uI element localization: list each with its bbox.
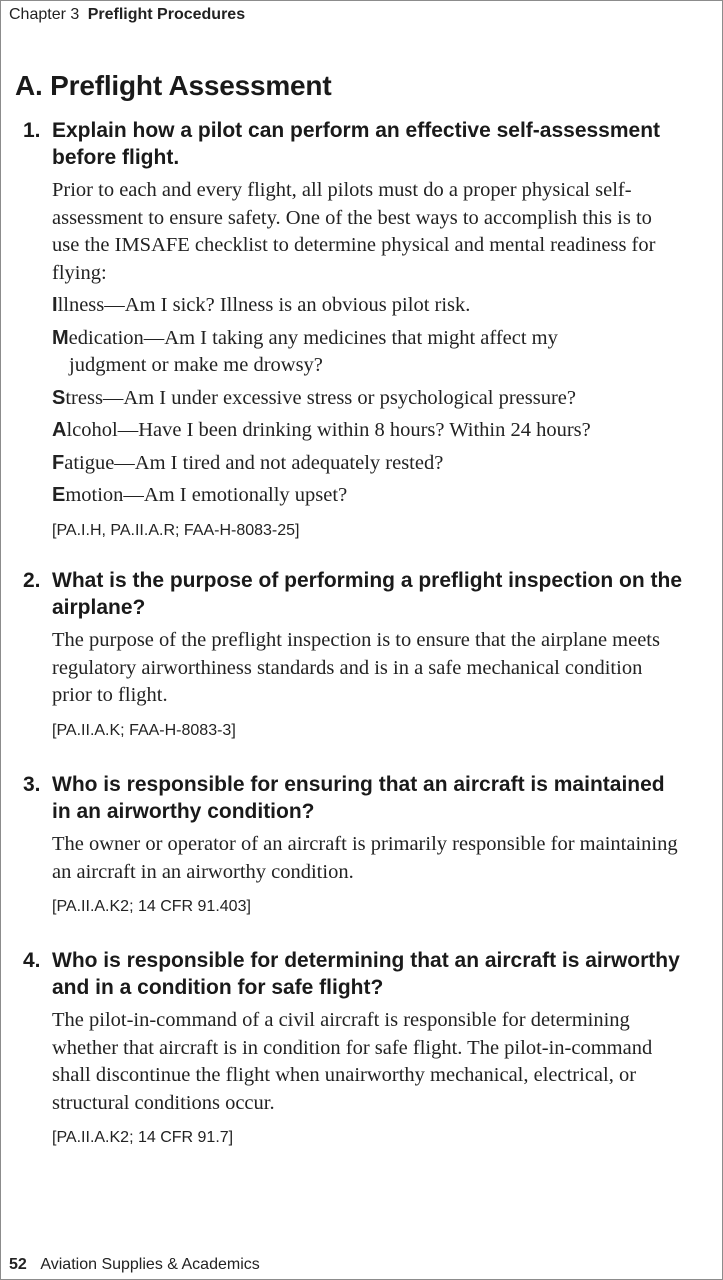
reference-citation: [PA.II.A.K2; 14 CFR 91.403] [52, 898, 251, 915]
answer-text: Prior to each and every flight, all pilots must do a proper physical self-assessment to ensure safety. One of the best ways to accomplish this is to use the IMSAFE checklist to determine physical and mental readiness for flying: [52, 179, 656, 284]
imsafe-text: edication—Am I taking any medicines that might affect my [68, 326, 558, 349]
imsafe-text-continued: judgment or make me drowsy? [69, 354, 323, 376]
reference-citation: [PA.II.A.K2; 14 CFR 91.7] [52, 1129, 234, 1146]
page-number: 52 [9, 1256, 27, 1273]
question-number: 1. [23, 119, 41, 142]
question-number: 3. [23, 773, 41, 796]
question-text: Who is responsible for ensuring that an aircraft is maintained in an airworthy condition? [52, 773, 665, 823]
imsafe-item-emotion [52, 482, 683, 510]
question-4 [23, 947, 683, 1147]
question-2 [23, 567, 683, 740]
imsafe-item-stress [52, 385, 683, 413]
imsafe-text: motion—Am I emotionally upset? [65, 484, 348, 506]
question-title [23, 947, 683, 1001]
imsafe-text: lcohol—Have I been drinking within 8 hours? Within 24 hours? [66, 419, 591, 441]
question-number: 2. [23, 569, 41, 592]
imsafe-letter: I [52, 294, 58, 316]
imsafe-letter: M [52, 326, 69, 349]
publisher-name: Aviation Supplies & Academics [40, 1256, 260, 1273]
question-title [23, 771, 683, 825]
answer-block [52, 627, 683, 740]
question-3 [23, 771, 683, 916]
question-text: Who is responsible for determining that an aircraft is airworthy and in a condition for safe flight? [52, 949, 680, 999]
chapter-label: Chapter 3 [9, 6, 80, 23]
question-title [23, 567, 683, 621]
reference-citation: [PA.II.A.K; FAA-H-8083-3] [52, 721, 236, 739]
imsafe-text: llness—Am I sick? Illness is an obvious pilot risk. [57, 294, 471, 316]
answer-text: The pilot-in-command of a civil aircraft is responsible for determining whether that aircraft is in condition for safe flight. The pilot-in-command shall discontinue the flight when unairworthy mechanical, electrical, or structural conditions occur. [52, 1009, 653, 1114]
chapter-title: Preflight Procedures [87, 6, 246, 23]
question-number: 4. [23, 949, 41, 972]
imsafe-letter: F [52, 451, 65, 474]
imsafe-letter: A [52, 419, 67, 441]
answer-text: The owner or operator of an aircraft is primarily responsible for maintaining an aircraft in an airworthy condition. [52, 833, 678, 883]
reference-citation: [PA.I.H, PA.II.A.R; FAA-H-8083-25] [52, 521, 300, 539]
answer-block [52, 177, 683, 540]
imsafe-item-illness [52, 292, 683, 320]
imsafe-letter: S [52, 386, 66, 409]
question-title [23, 117, 683, 171]
imsafe-item-alcohol [52, 417, 683, 445]
answer-block [52, 1007, 683, 1147]
running-header [9, 6, 245, 24]
question-text: What is the purpose of performing a preflight inspection on the airplane? [52, 569, 683, 619]
imsafe-text: atigue—Am I tired and not adequately rested? [64, 451, 444, 474]
section-title: A. Preflight Assessment [15, 70, 332, 101]
answer-block [52, 831, 683, 916]
question-1 [23, 117, 683, 540]
imsafe-letter: E [52, 484, 66, 506]
running-footer [9, 1256, 260, 1274]
imsafe-item-fatigue [52, 450, 683, 478]
imsafe-text: tress—Am I under excessive stress or psychological pressure? [65, 386, 576, 409]
imsafe-item-medication [52, 325, 683, 380]
question-text: Explain how a pilot can perform an effective self-assessment before flight. [52, 119, 661, 169]
answer-text: The purpose of the preflight inspection is to ensure that the airplane meets regulatory airworthiness standards and is in a safe mechanical condition prior to flight. [52, 629, 660, 706]
